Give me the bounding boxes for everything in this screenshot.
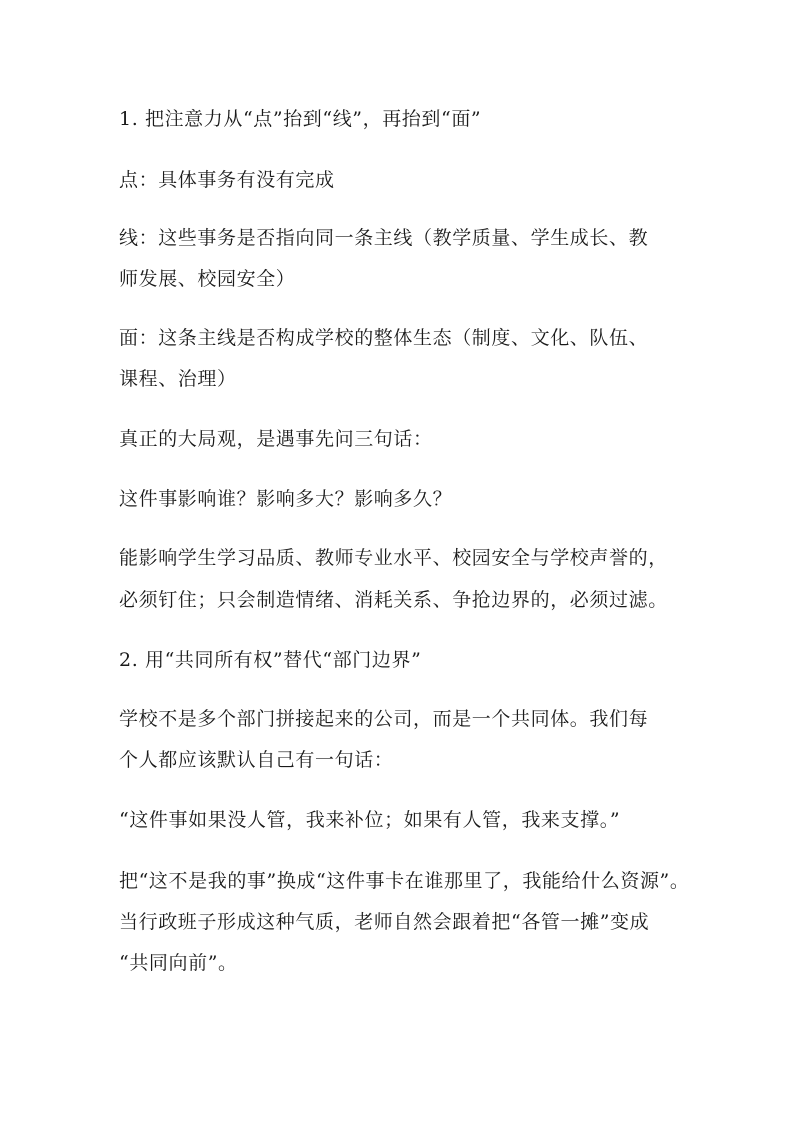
paragraph-surface-1: 面：这条主线是否构成学校的整体生态（制度、文化、队伍、 <box>119 327 649 349</box>
paragraph-mindset-1: 把“这不是我的事”换成“这件事卡在谁那里了，我能给什么资源”。 <box>119 870 690 892</box>
paragraph-three-questions: 这件事影响谁？影响多大？影响多久？ <box>119 488 453 510</box>
paragraph-mindset-3: “共同向前”。 <box>119 952 238 974</box>
paragraph-filter-2: 必须钉住；只会制造情绪、消耗关系、争抢边界的，必须过滤。 <box>119 589 668 611</box>
paragraph-filter-1: 能影响学生学习品质、教师专业水平、校园安全与学校声誉的， <box>119 547 668 569</box>
section-heading-2: 2. 用“共同所有权”替代“部门边界” <box>119 649 422 671</box>
paragraph-big-picture: 真正的大局观，是遇事先问三句话： <box>119 428 433 450</box>
paragraph-point: 点：具体事务有没有完成 <box>119 169 335 191</box>
paragraph-quote: “这件事如果没人管，我来补位；如果有人管，我来支撑。” <box>119 809 621 831</box>
section-heading-1: 1. 把注意力从“点”抬到“线”，再抬到“面” <box>119 108 482 130</box>
paragraph-mindset-2: 当行政班子形成这种气质，老师自然会跟着把“各管一摊”变成 <box>119 911 650 933</box>
paragraph-community-1: 学校不是多个部门拼接起来的公司，而是一个共同体。我们每 <box>119 708 649 730</box>
paragraph-line-2: 师发展、校园安全） <box>119 268 296 290</box>
paragraph-community-2: 个人都应该默认自己有一句话： <box>119 749 394 771</box>
paragraph-line-1: 线：这些事务是否指向同一条主线（教学质量、学生成长、教 <box>119 227 649 249</box>
paragraph-surface-2: 课程、治理） <box>119 368 237 390</box>
